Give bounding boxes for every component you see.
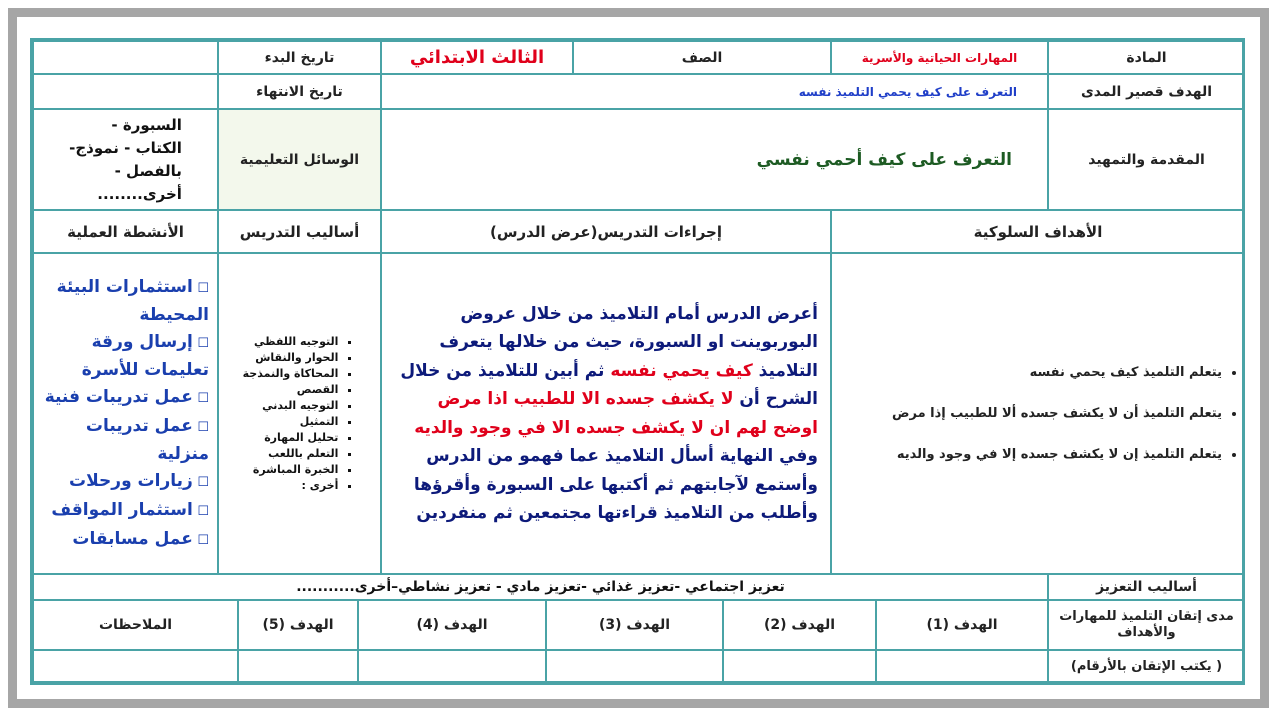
mastery-label: مدى إتقان التلميذ للمهارات والأهداف (1048, 600, 1245, 650)
goals-header: الأهداف السلوكية (831, 210, 1245, 253)
goal-4-header: الهدف (4) (358, 600, 546, 650)
short-goal-value: التعرف على كيف يحمي التلميذ نفسه (381, 74, 1048, 109)
method-item: ▪ المحاكاة والنمذجة (243, 367, 339, 380)
methods-cell (218, 253, 381, 574)
goal-1-header: الهدف (1) (876, 600, 1048, 650)
method-item: ▪ تحليل المهارة (243, 431, 339, 444)
method-item: ▪ التمثيل (243, 415, 339, 428)
activities-header: الأنشطة العملية (33, 210, 218, 253)
tools-line: أخرى........ (97, 184, 182, 203)
goal-item: • يتعلم التلميذ كيف يحمي نفسه (892, 359, 1222, 386)
reinforcement-label: أساليب التعزيز (1048, 574, 1245, 600)
reinforcement-value: تعزيز اجتماعي -تعزيز غذائي -تعزيز مادي - تعزيز نشاطي–أخرى........... (33, 574, 1048, 600)
method-item: ▪ أخرى : (243, 479, 339, 492)
intro-label: المقدمة والتمهيد (1048, 109, 1245, 210)
start-date-label: تاريخ البدء (218, 41, 381, 74)
method-item: ▪ التوجيه اللفظي (243, 335, 339, 348)
intro-value: التعرف على كيف أحمي نفسي (381, 109, 1048, 210)
activity-item[interactable]: ☐ عمل تدريبات منزلية (42, 413, 209, 467)
goals-cell (831, 253, 1245, 574)
end-date-field[interactable] (33, 74, 218, 109)
start-date-field[interactable] (33, 41, 218, 74)
activity-item[interactable]: ☐ استثمار المواقف (42, 497, 209, 525)
tools-line: السبورة - (111, 115, 182, 134)
goal-item: • يتعلم التلميذ إن لا يكشف جسده إلا في وجود والديه (892, 441, 1222, 468)
methods-header: أساليب التدريس (218, 210, 381, 253)
activities-cell (33, 253, 218, 574)
tools-cell (33, 109, 218, 210)
goal-2-header: الهدف (2) (723, 600, 876, 650)
activity-item[interactable]: ☐ عمل مسابقات (42, 526, 209, 554)
goal-3-header: الهدف (3) (546, 600, 723, 650)
procedures-header: إجراءات التدريس(عرض الدرس) (381, 210, 831, 253)
goal-4-score[interactable] (358, 650, 546, 682)
procedure-text: أعرض الدرس أمام التلاميذ من خلال عروض البوربوينت او السبورة، حيث من خلالها يتعرف التلاميذ كيف يحمي نفسه ثم أبين للتلاميذ من خلال الشرح أن لا يكشف جسده الا للطبيب اذا مرض اوضح لهم ان لا يكشف جسده الا في وجود والديه وفي النهاية أسأل التلاميذ عما فهمو من الدرس وأستمع لآجابتهم ثم أكتبها على السبورة وأقرؤها وأطلب من التلاميذ قراءتها مجتمعين ثم منفردين (400, 303, 818, 523)
method-item: ▪ الخبرة المباشرة (243, 463, 339, 476)
method-item: ▪ الحوار والنقاش (243, 351, 339, 364)
goal-3-score[interactable] (546, 650, 723, 682)
activity-item[interactable]: ☐ إرسال ورقة تعليمات للأسرة (42, 329, 209, 383)
subject-value: المهارات الحياتية والأسرية (831, 41, 1048, 74)
goal-item: • يتعلم التلميذ أن لا يكشف جسده ألا للطبيب إذا مرض (892, 400, 1222, 427)
short-goal-label: الهدف قصير المدى (1048, 74, 1245, 109)
activity-item[interactable]: ☐ عمل تدريبات فنية (42, 384, 209, 412)
method-item: ▪ التعلم باللعب (243, 447, 339, 460)
class-label: الصف (573, 41, 831, 74)
notes-field[interactable] (33, 650, 238, 682)
class-value: الثالث الابتدائي (381, 41, 573, 74)
notes-header: الملاحظات (33, 600, 238, 650)
tools-label: الوسائل التعليمية (218, 109, 381, 210)
end-date-label: تاريخ الانتهاء (218, 74, 381, 109)
goal-1-score[interactable] (876, 650, 1048, 682)
goal-5-score[interactable] (238, 650, 358, 682)
subject-label: المادة (1048, 41, 1245, 74)
procedures-cell (381, 253, 831, 574)
activity-item[interactable]: ☐ زيارات ورحلات (42, 468, 209, 496)
method-item: ▪ التوجيه البدني (243, 399, 339, 412)
goal-5-header: الهدف (5) (238, 600, 358, 650)
tools-line: الكتاب - نموذج- (69, 138, 182, 157)
goal-2-score[interactable] (723, 650, 876, 682)
tools-line: بالفصل - (114, 161, 182, 180)
activity-item[interactable]: ☐ استثمارات البيئة المحيطة (42, 274, 209, 328)
lesson-plan-table (30, 38, 1245, 685)
method-item: ▪ القصص (243, 383, 339, 396)
mastery-note: ( يكتب الإتقان بالأرقام) (1048, 650, 1245, 682)
